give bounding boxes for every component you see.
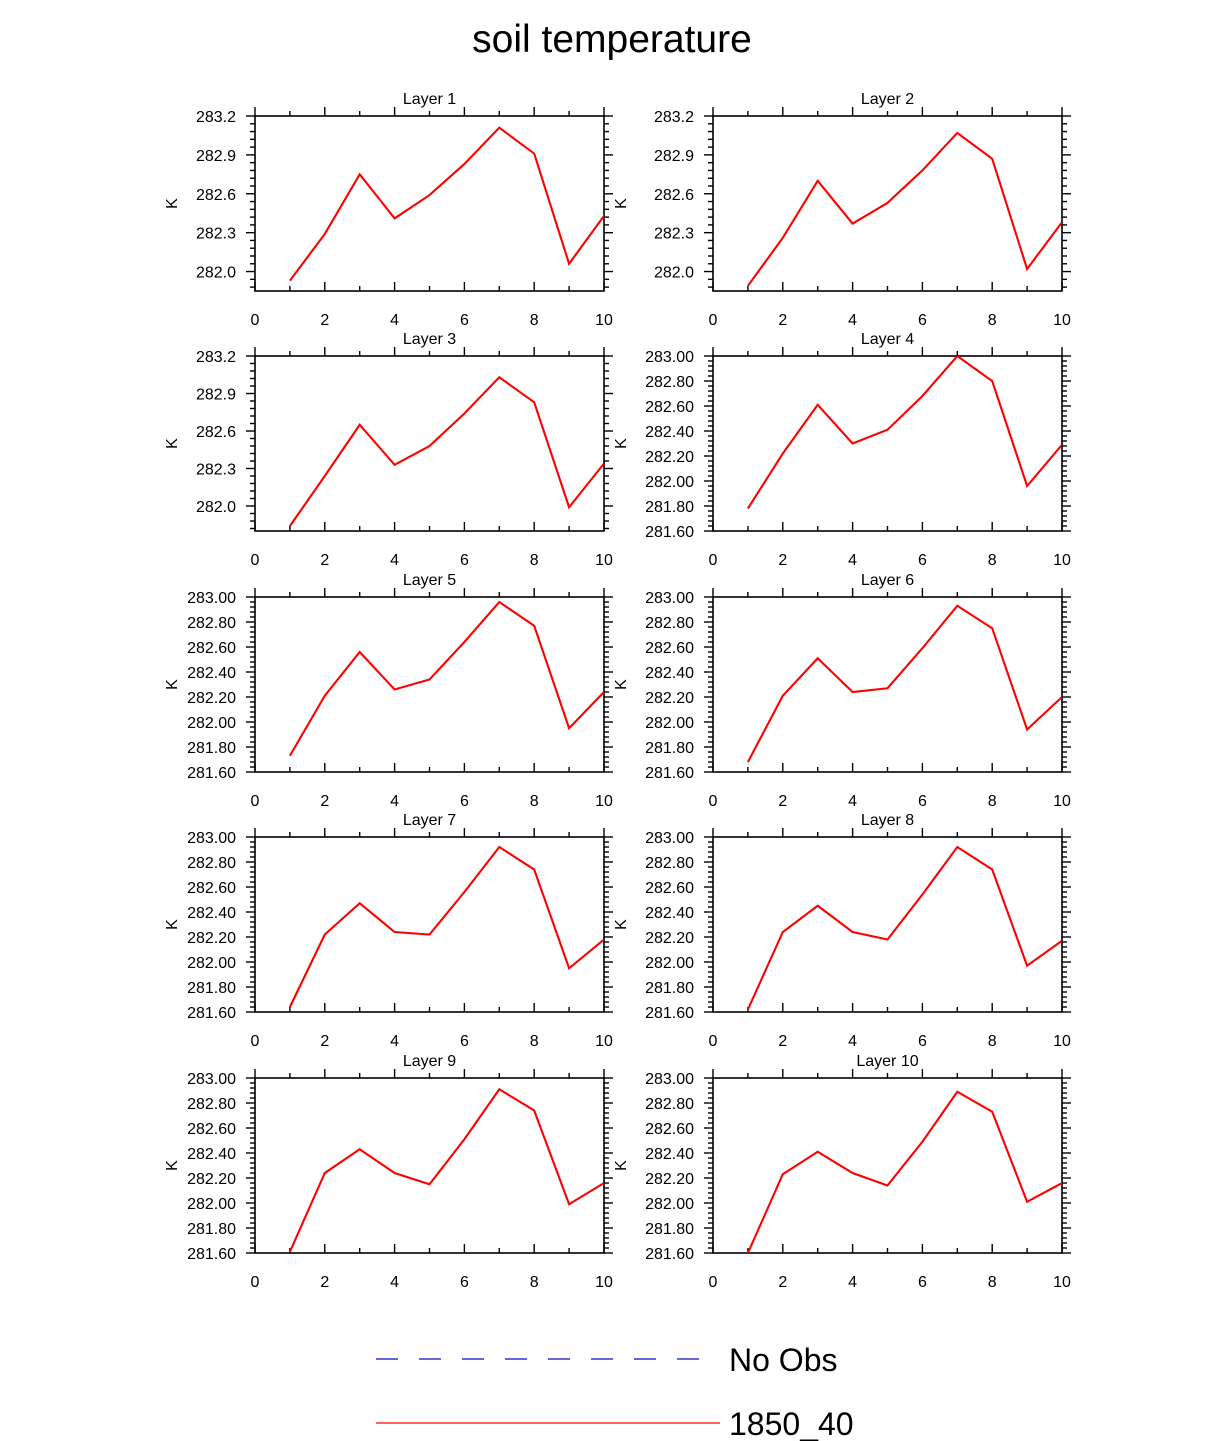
x-tick-label: 4 [848,1274,858,1291]
x-tick-label: 4 [848,312,858,329]
y-tick-label: 281.60 [645,1005,694,1022]
y-tick-label: 282.60 [187,1121,236,1138]
y-tick-label: 282.80 [645,855,694,872]
y-tick-label: 282.00 [187,955,236,972]
x-tick-label: 0 [708,1033,718,1050]
panel-layer-7 [164,812,613,1050]
y-tick-label: 282.00 [187,1196,236,1213]
x-tick-label: 4 [390,552,400,569]
y-tick-label: 282.3 [195,225,236,243]
y-tick-label: 283.00 [645,1071,694,1088]
panel-title: Layer 8 [860,812,915,829]
x-tick-label: 2 [320,552,330,569]
y-tick-label: 282.60 [187,640,236,657]
y-tick-label: 281.80 [645,499,694,516]
y-tick-label: 283.00 [187,590,236,607]
y-tick-label: 282.60 [645,880,694,897]
x-tick-label: 8 [987,1033,997,1050]
series-line-1850_40 [290,377,604,526]
y-tick-label: 281.60 [645,765,694,782]
x-tick-label: 8 [987,552,997,569]
y-axis-label: K [164,438,181,449]
series-line-1850_40 [290,847,604,1007]
y-tick-label: 282.0 [195,264,236,282]
y-tick-label: 282.40 [187,1146,236,1163]
y-axis-label: K [613,919,630,930]
chart-title: soil temperature [472,18,752,61]
panel-title: Layer 2 [860,91,915,108]
series-line-1850_40 [290,128,604,281]
panel-title: Layer 4 [860,331,915,348]
series-line-1850_40 [748,847,1062,1010]
panel-layer-10 [613,1053,1071,1291]
x-tick-label: 4 [390,1274,400,1291]
x-tick-label: 6 [459,1033,469,1050]
y-tick-label: 281.80 [187,1221,236,1238]
x-tick-label: 8 [987,312,997,329]
series-line-1850_40 [290,1089,604,1252]
y-tick-label: 283.00 [187,830,236,847]
series-line-1850_40 [290,602,604,756]
x-tick-label: 0 [250,312,260,329]
y-tick-label: 282.60 [645,399,694,416]
x-tick-label: 2 [778,793,788,810]
x-tick-label: 10 [1053,1033,1071,1050]
x-tick-label: 0 [708,552,718,569]
series-line-1850_40 [748,1092,1062,1253]
y-tick-label: 282.6 [653,186,694,204]
y-tick-label: 282.60 [645,640,694,657]
y-tick-label: 282.80 [645,615,694,632]
y-tick-label: 283.00 [645,590,694,607]
y-tick-label: 283.2 [195,109,236,126]
plot-frame [255,597,604,772]
y-tick-label: 283.00 [645,349,694,366]
panel-layer-5 [164,572,613,810]
y-tick-label: 282.40 [645,1146,694,1163]
y-tick-label: 282.60 [645,1121,694,1138]
y-tick-label: 281.60 [645,1246,694,1263]
x-tick-label: 2 [320,312,330,329]
legend [376,1342,854,1441]
x-tick-label: 6 [917,1274,927,1291]
x-tick-label: 6 [459,312,469,329]
panel-layer-6 [613,572,1071,810]
panel-title: Layer 1 [402,91,457,108]
x-tick-label: 6 [917,552,927,569]
x-tick-label: 10 [1053,552,1071,569]
y-tick-label: 282.00 [645,955,694,972]
series-line-1850_40 [748,133,1062,286]
y-tick-label: 282.3 [195,461,236,479]
x-tick-label: 4 [390,1033,400,1050]
panel-layer-2 [613,91,1071,329]
y-tick-label: 282.20 [187,930,236,947]
y-tick-label: 282.20 [645,449,694,466]
x-tick-label: 8 [529,793,539,810]
x-tick-label: 4 [848,793,858,810]
y-tick-label: 282.00 [187,715,236,732]
x-tick-label: 6 [917,1033,927,1050]
x-tick-label: 2 [778,1274,788,1291]
x-tick-label: 10 [595,312,613,329]
y-tick-label: 282.20 [645,930,694,947]
y-tick-label: 282.9 [195,147,236,165]
y-tick-label: 282.60 [187,880,236,897]
series-line-1850_40 [748,606,1062,762]
plot-frame [255,837,604,1012]
x-tick-label: 2 [778,552,788,569]
x-tick-label: 0 [250,1274,260,1291]
y-tick-label: 282.20 [645,690,694,707]
x-tick-label: 4 [848,1033,858,1050]
panel-layer-4 [613,331,1071,569]
x-tick-label: 0 [250,1033,260,1050]
plot-frame [255,356,604,531]
y-tick-label: 282.80 [645,374,694,391]
plot-frame [713,356,1062,531]
y-axis-label: K [613,198,630,209]
y-tick-label: 282.80 [187,855,236,872]
y-tick-label: 282.9 [195,386,236,404]
y-axis-label: K [613,1160,630,1171]
x-tick-label: 10 [595,793,613,810]
y-tick-label: 281.60 [187,765,236,782]
x-tick-label: 0 [708,312,718,329]
y-tick-label: 281.80 [645,740,694,757]
plot-frame [713,597,1062,772]
x-tick-label: 8 [529,1033,539,1050]
y-tick-label: 283.2 [653,109,694,126]
x-tick-label: 4 [848,552,858,569]
y-tick-label: 283.00 [645,830,694,847]
y-tick-label: 281.80 [645,1221,694,1238]
y-tick-label: 282.80 [187,1096,236,1113]
x-tick-label: 6 [917,793,927,810]
x-tick-label: 6 [917,312,927,329]
x-tick-label: 2 [320,1033,330,1050]
x-tick-label: 2 [320,1274,330,1291]
y-tick-label: 282.40 [645,905,694,922]
y-tick-label: 282.0 [653,264,694,282]
x-tick-label: 8 [987,793,997,810]
panel-layer-9 [164,1053,613,1291]
y-tick-label: 282.40 [187,905,236,922]
y-tick-label: 282.9 [653,147,694,165]
y-tick-label: 283.2 [195,349,236,366]
y-tick-label: 282.40 [645,665,694,682]
y-tick-label: 281.80 [187,980,236,997]
x-tick-label: 0 [250,552,260,569]
y-tick-label: 282.80 [187,615,236,632]
y-tick-label: 281.80 [187,740,236,757]
y-axis-label: K [164,679,181,690]
plot-frame [255,1078,604,1253]
plot-frame [255,116,604,291]
x-tick-label: 10 [1053,1274,1071,1291]
panel-layer-3 [164,331,613,569]
panel-layer-8 [613,812,1071,1050]
y-tick-label: 282.40 [187,665,236,682]
series-line-1850_40 [748,356,1062,509]
plot-frame [713,837,1062,1012]
x-tick-label: 10 [595,1274,613,1291]
y-axis-label: K [164,919,181,930]
y-axis-label: K [164,198,181,209]
panel-title: Layer 6 [860,572,915,589]
y-axis-label: K [613,438,630,449]
x-tick-label: 6 [459,552,469,569]
legend-label: 1850_40 [729,1406,854,1441]
x-tick-label: 8 [529,1274,539,1291]
y-axis-label: K [613,679,630,690]
y-tick-label: 282.80 [645,1096,694,1113]
x-tick-label: 10 [595,552,613,569]
panel-layer-1 [164,91,613,329]
panel-title: Layer 7 [402,812,457,829]
y-tick-label: 282.20 [645,1171,694,1188]
x-tick-label: 10 [1053,312,1071,329]
y-tick-label: 281.60 [645,524,694,541]
y-tick-label: 281.60 [187,1005,236,1022]
x-tick-label: 8 [529,552,539,569]
x-tick-label: 4 [390,793,400,810]
panel-title: Layer 9 [402,1053,457,1070]
x-tick-label: 6 [459,1274,469,1291]
x-tick-label: 8 [987,1274,997,1291]
y-tick-label: 282.00 [645,474,694,491]
x-tick-label: 8 [529,312,539,329]
x-tick-label: 4 [390,312,400,329]
panel-title: Layer 3 [402,331,457,348]
y-tick-label: 282.20 [187,1171,236,1188]
y-tick-label: 282.20 [187,690,236,707]
y-tick-label: 281.60 [187,1246,236,1263]
x-tick-label: 2 [320,793,330,810]
x-tick-label: 0 [708,793,718,810]
x-tick-label: 0 [250,793,260,810]
y-tick-label: 282.0 [195,499,236,516]
y-axis-label: K [164,1160,181,1171]
y-tick-label: 282.6 [195,186,236,204]
x-tick-label: 6 [459,793,469,810]
y-tick-label: 282.00 [645,715,694,732]
panel-title: Layer 5 [402,572,457,589]
x-tick-label: 10 [595,1033,613,1050]
x-tick-label: 2 [778,312,788,329]
x-tick-label: 2 [778,1033,788,1050]
y-tick-label: 282.3 [653,225,694,243]
x-tick-label: 10 [1053,793,1071,810]
y-tick-label: 281.80 [645,980,694,997]
legend-label: No Obs [729,1342,838,1378]
y-tick-label: 282.40 [645,424,694,441]
y-tick-label: 282.00 [645,1196,694,1213]
y-tick-label: 283.00 [187,1071,236,1088]
y-tick-label: 282.6 [195,424,236,441]
plot-frame [713,1078,1062,1253]
x-tick-label: 0 [708,1274,718,1291]
panel-title: Layer 10 [856,1053,919,1070]
